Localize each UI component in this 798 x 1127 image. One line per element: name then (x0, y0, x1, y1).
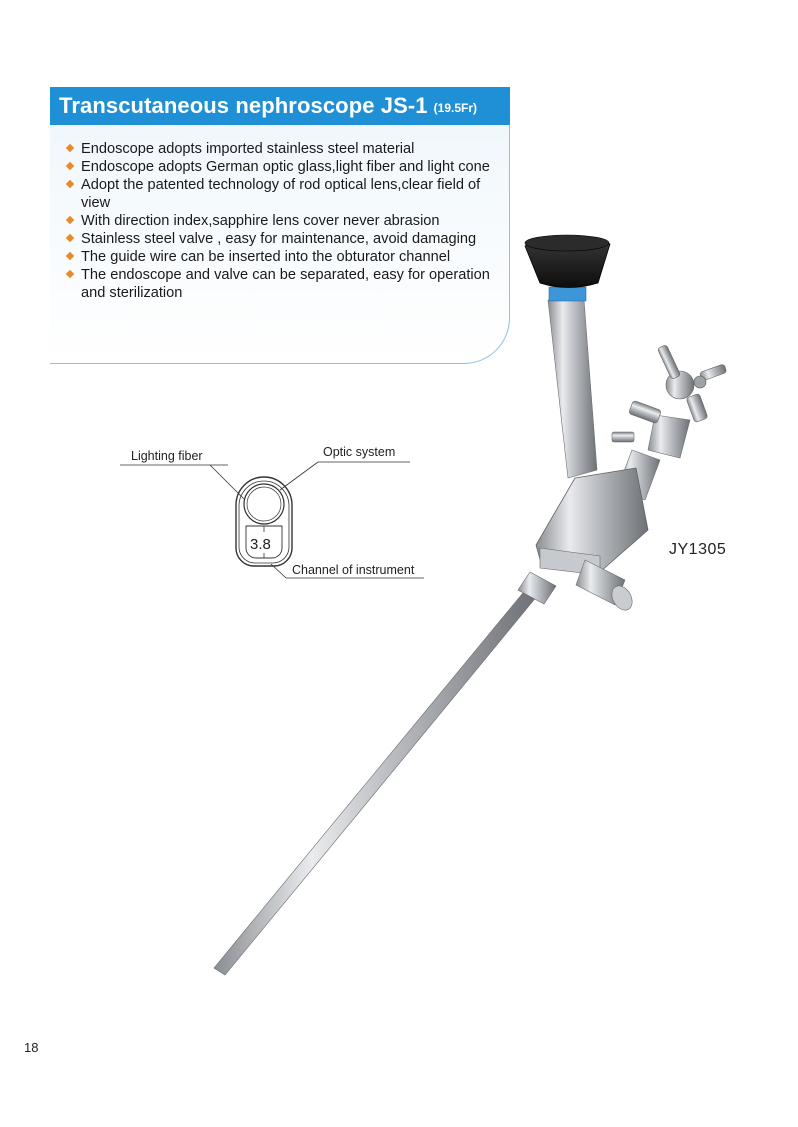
feature-item: The guide wire can be inserted into the obturator channel (66, 248, 506, 266)
feature-item: Endoscope adopts imported stainless steel material (66, 140, 506, 158)
cross-section-diagram (120, 462, 424, 578)
size-note: (19.5Fr) (433, 101, 478, 115)
optic-inner-circle (247, 487, 281, 521)
feature-item: Stainless steel valve , easy for maintenance, avoid damaging (66, 230, 506, 248)
eyepiece-tube (548, 300, 597, 478)
label-channel: Channel of instrument (292, 563, 415, 577)
valve-tap (612, 432, 634, 442)
product-title: Transcutaneous nephroscope JS-1 (59, 93, 428, 118)
label-lighting-fiber: Lighting fiber (131, 449, 203, 463)
label-optic-system: Optic system (323, 445, 396, 459)
channel-size: 3.8 (250, 536, 271, 553)
feature-item: Adopt the patented technology of rod optical lens,clear field of view (66, 176, 506, 212)
optic-circle (244, 484, 284, 524)
page-number: 18 (24, 1040, 39, 1055)
valve-tap (629, 400, 662, 423)
feature-item: With direction index,sapphire lens cover never abrasion (66, 212, 506, 230)
feature-item: The endoscope and valve can be separated, easy for operation and sterilization (66, 266, 506, 302)
feature-item: Endoscope adopts German optic glass,light fiber and light cone (66, 158, 506, 176)
nephroscope-illustration (214, 235, 727, 975)
blue-ring (549, 287, 586, 301)
instrument-shaft (214, 588, 538, 975)
model-number: JY1305 (669, 541, 727, 558)
leader-line (280, 462, 318, 490)
